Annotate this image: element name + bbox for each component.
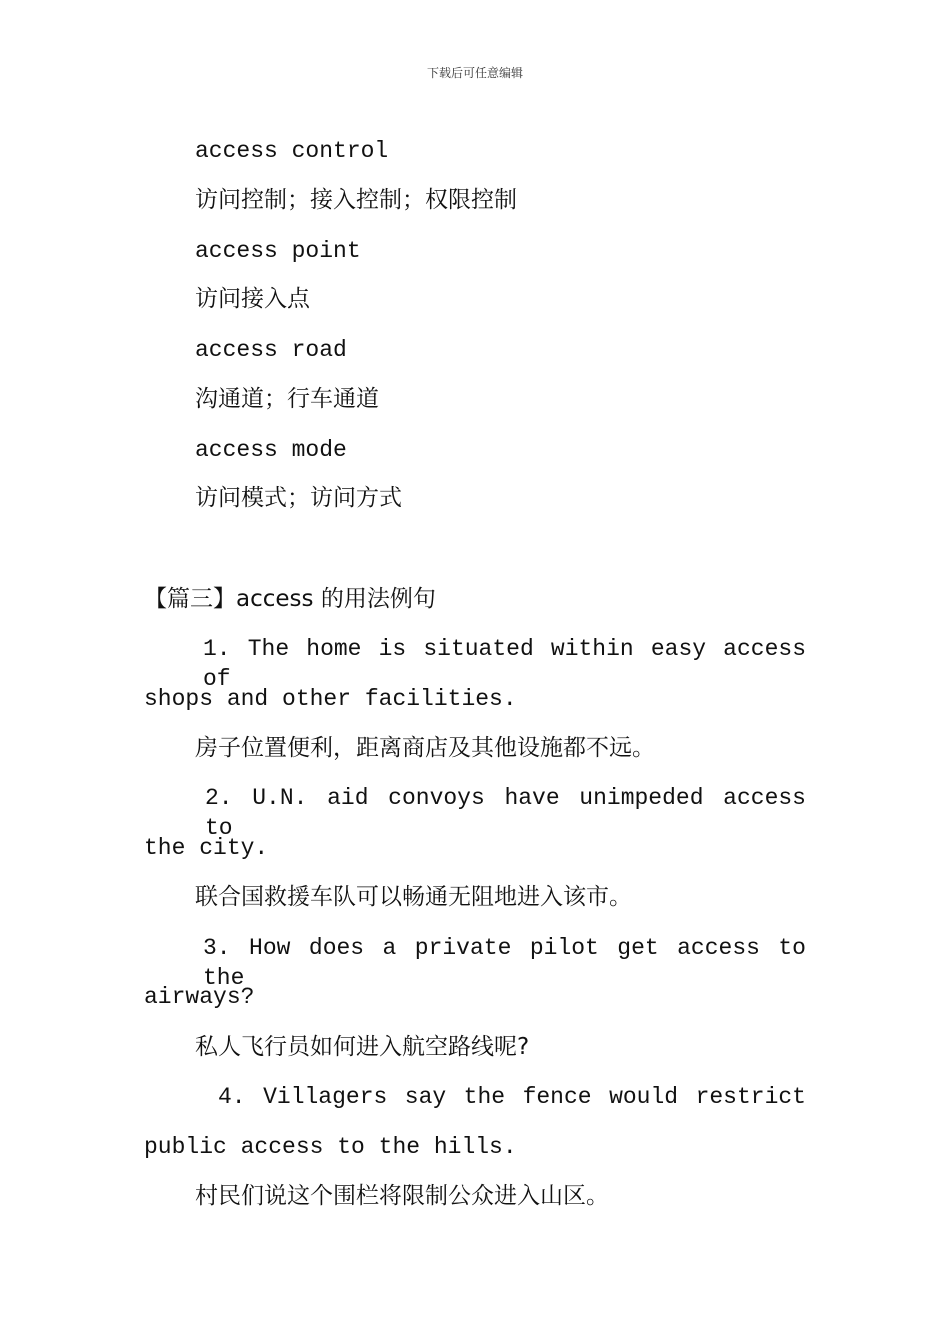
example-en-line1: 2. U.N. aid convoys have unimpeded access to: [205, 785, 806, 841]
example-zh: 联合国救援车队可以畅通无阻地进入该市。: [195, 884, 632, 910]
term-zh: 访问接入点: [195, 286, 310, 312]
example-en-line1: 3. How does a private pilot get access to the: [203, 935, 806, 991]
term-en: access control: [195, 138, 389, 164]
section-title: 【篇三】access 的用法例句: [144, 586, 436, 612]
page-header: 下载后可任意编辑: [426, 66, 523, 80]
term-en: access point: [195, 238, 361, 264]
example-en-line1: 1. The home is situated within easy access of: [203, 636, 806, 692]
term-zh: 访问模式；访问方式: [195, 485, 402, 511]
term-en: access road: [195, 337, 347, 363]
example-zh: 私人飞行员如何进入航空路线呢?: [195, 1034, 530, 1060]
example-zh: 村民们说这个围栏将限制公众进入山区。: [195, 1183, 609, 1209]
term-zh: 沟通道；行车通道: [195, 386, 379, 412]
example-en-line2: public access to the hills.: [144, 1134, 517, 1160]
example-en-line1: 4. Villagers say the fence would restrict: [218, 1084, 806, 1110]
example-en-line2: shops and other facilities.: [144, 686, 517, 712]
term-en: access mode: [195, 437, 347, 463]
example-en-line2: airways?: [144, 984, 255, 1010]
example-en-line2: the city.: [144, 835, 269, 861]
term-zh: 访问控制；接入控制；权限控制: [195, 187, 517, 213]
example-zh: 房子位置便利，距离商店及其他设施都不远。: [195, 735, 655, 761]
